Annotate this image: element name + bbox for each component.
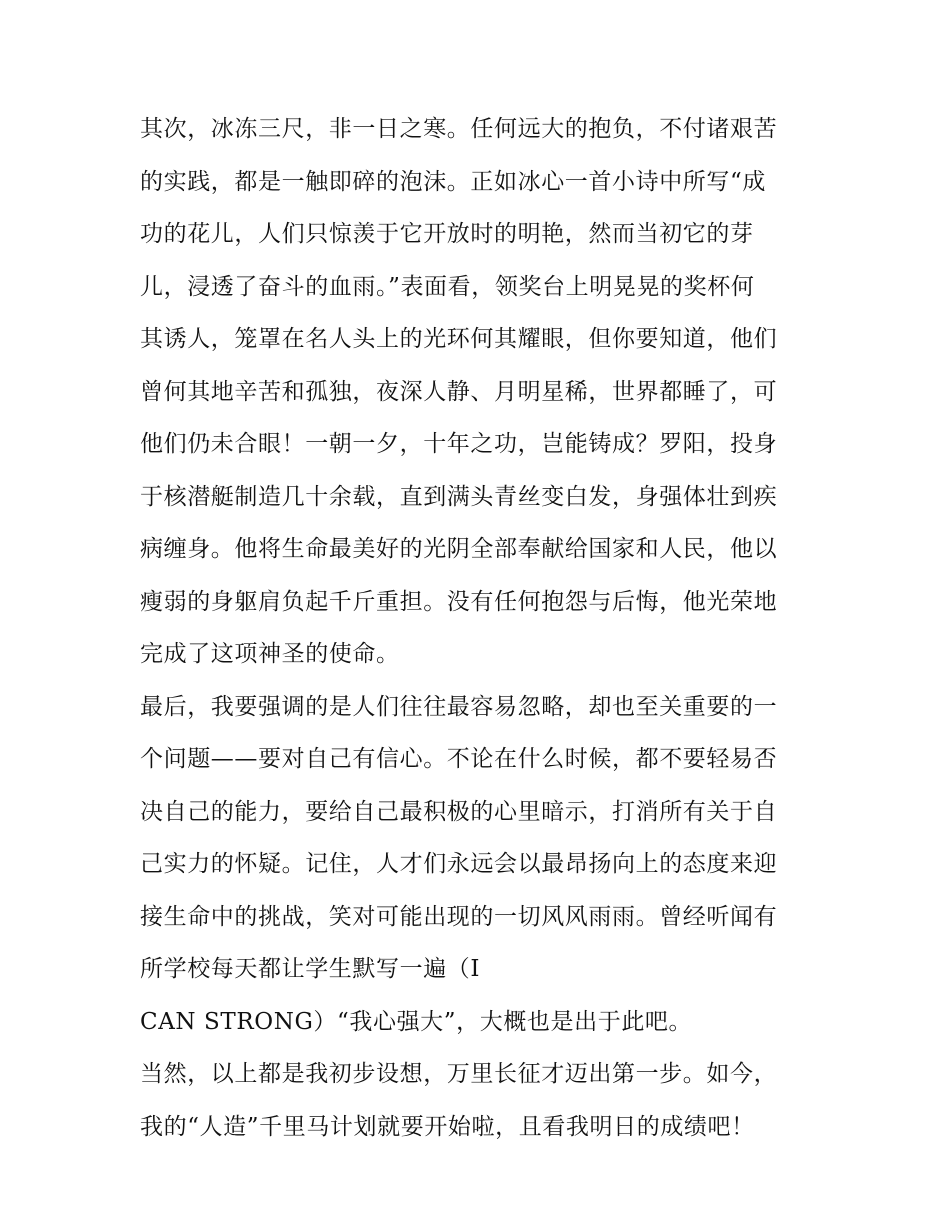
- essay-body: [140, 103, 840, 1153]
- text-line: 所学校每天都让学生默写一遍（I: [140, 956, 481, 982]
- text-line: 我的“人造”千里马计划就要开始啦，且看我明日的成绩吧！: [140, 1113, 755, 1140]
- text-line: 决自己的能力，要给自己最积极的心里暗示，打消所有关于自: [140, 798, 778, 825]
- text-line: 的实践，都是一触即碎的泡沫。正如冰心一首小诗中所写“成: [140, 168, 766, 195]
- text-line: 完成了这项神圣的使命。: [140, 641, 400, 667]
- text-line: 他们仍未合眼！一朝一夕，十年之功，岂能铸成？罗阳，投身: [140, 431, 778, 457]
- text-line: 个问题——要对自己有信心。不论在什么时候，都不要轻易否: [140, 746, 778, 772]
- text-line: 瘦弱的身躯肩负起千斤重担。没有任何抱怨与后悔，他光荣地: [140, 588, 778, 615]
- text-line: CAN STRONG）“我心强大”，大概也是出于此吧。: [140, 1008, 693, 1035]
- text-line: 接生命中的挑战，笑对可能出现的一切风风雨雨。曾经听闻有: [140, 903, 778, 930]
- text-line: 于核潜艇制造几十余载，直到满头青丝变白发，身强体壮到疾: [140, 483, 778, 510]
- text-line: 功的花儿，人们只惊羡于它开放时的明艳，然而当初它的芽: [140, 221, 754, 247]
- text-line: 儿，浸透了奋斗的血雨。”表面看，领奖台上明晃晃的奖杯何: [140, 273, 755, 300]
- text-line: 当然，以上都是我初步设想，万里长征才迈出第一步。如今，: [140, 1061, 778, 1087]
- text-line: 曾何其地辛苦和孤独，夜深人静、月明星稀，世界都睡了，可: [140, 378, 778, 405]
- text-line: 其诱人，笼罩在名人头上的光环何其耀眼，但你要知道，他们: [140, 326, 778, 352]
- text-line: 己实力的怀疑。记住，人才们永远会以最昂扬向上的态度来迎: [140, 851, 778, 877]
- text-line: 最后，我要强调的是人们往往最容易忽略，却也至关重要的一: [140, 693, 778, 720]
- text-line: 病缠身。他将生命最美好的光阴全部奉献给国家和人民，他以: [140, 536, 778, 562]
- text-line: 其次，冰冻三尺，非一日之寒。任何远大的抱负，不付诸艰苦: [140, 116, 778, 142]
